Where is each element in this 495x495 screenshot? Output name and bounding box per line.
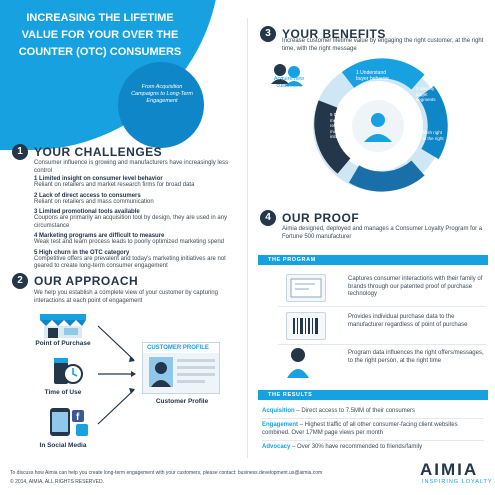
challenge-item-desc: Coupons are primarily an acquisition tool by design, they are used in any circumstance	[34, 215, 228, 229]
benefits-intro: Increase customer lifetime value by engaging the right customer, at the right time, with the right message	[282, 38, 484, 52]
program-item: Captures consumer interactions with their family of brands through our patented proof of purchase technology	[348, 276, 483, 297]
customer-profile-label: Customer Profile	[155, 398, 209, 405]
row-divider	[262, 418, 484, 419]
hero-title: INCREASING THE LIFETIME VALUE FOR YOUR OVER THE COUNTER (OTC) CONSUMERS	[18, 12, 182, 58]
challenge-item-desc: Competitive offers are prevalent and today's marketing initiatives are not geared to create long-term consumer engagement	[34, 255, 226, 269]
proof-title: OUR PROOF	[282, 211, 360, 225]
benefit-step-1: 1 Understand buyer behavior	[356, 70, 390, 82]
hero-subtitle-bubble	[118, 62, 204, 148]
section-number-challenges: 1	[12, 144, 28, 160]
challenge-item-title: Limited insight on consumer level behavior	[39, 176, 163, 182]
benefit-step-5: 5 Deploy and measure relevant marketing initiatives	[330, 112, 357, 139]
hero-subtitle: From Acquisition Campaigns to Long-Term Engagement	[131, 84, 193, 104]
results-bar: THE RESULTS	[258, 390, 488, 400]
challenge-item: 3 Limited promotional tools available Coupons are primarily an acquisition tool by design, they are used in any circumstance	[34, 209, 240, 230]
footer-copyright: © 2014, AIMIA. ALL RIGHTS RESERVED.	[10, 479, 104, 485]
proof-intro: Aimia designed, deployed and manages a Consumer Loyalty Program for a Fortune 500 manufacturer	[282, 226, 483, 240]
challenge-item-title: Lack of direct access to consumers	[39, 192, 141, 199]
section-number-benefits: 3	[260, 26, 276, 42]
challenge-item-desc: Reliant on retailers and market research firms for broad data	[34, 182, 195, 188]
challenge-item-title: Limited promotional tools available	[39, 209, 140, 215]
challenges-list	[34, 176, 240, 271]
benefits-title: YOUR BENEFITS	[282, 27, 386, 41]
flow-arrows	[96, 320, 140, 440]
point-of-purchase-label: Point of Purchase	[35, 340, 91, 347]
benefit-step-4: 4 Create direct dialogue	[378, 160, 408, 171]
footer-contact: To discuss how Aimia can help you create long-term engagement with your customers, please contact: business.development.us@aimia.com	[10, 470, 323, 476]
challenge-item-title: High churn in the OTC category	[39, 249, 130, 256]
challenge-item-desc: Reliant on retailers and mass communication	[34, 198, 154, 205]
svg-text:f: f	[76, 412, 80, 423]
social-media-icon	[46, 404, 92, 438]
acquire-label: Acquire new customers	[273, 76, 305, 89]
challenge-item-desc: Weak test and learn process leads to poorly optimized marketing spend	[34, 239, 224, 245]
challenge-item-title: Marketing programs are difficult to measure	[39, 233, 165, 239]
benefit-step-3: 3 Establish right offers at the right time	[410, 130, 444, 146]
store-icon	[38, 312, 88, 338]
challenges-intro: Consumer influence is growing and manufacturers have increasingly less control	[34, 160, 229, 174]
document-icon	[286, 274, 326, 302]
customer-profile-card-title: CUSTOMER PROFILE	[143, 343, 219, 353]
approach-title: OUR APPROACH	[34, 274, 139, 288]
profile-line	[177, 373, 215, 376]
challenges-title: YOUR CHALLENGES	[34, 145, 163, 159]
program-item: Provides individual purchase data to the manufacturer regardless of point of purchase	[348, 314, 468, 328]
profile-line	[177, 366, 215, 369]
profile-avatar	[149, 357, 173, 387]
program-item: Program data influences the right offers/messages, to the right person, at the right time	[348, 350, 484, 364]
in-social-media-label: In Social Media	[39, 442, 87, 449]
benefit-step-2: 2 Identify target segments	[416, 86, 436, 102]
person-icon	[286, 346, 310, 378]
profile-line	[177, 380, 205, 383]
pill-clock-icon	[50, 356, 84, 386]
challenge-item: 5 High churn in the OTC category Competitive offers are prevalent and today's marketing initiatives are not geared to create long-term consumer engagement	[34, 250, 240, 271]
row-divider	[278, 306, 486, 307]
result-item: Advocacy – Over 30% have recommended to friends/family	[262, 444, 423, 450]
time-of-use-label: Time of Use	[44, 389, 82, 396]
barcode-icon	[286, 312, 326, 340]
challenge-item: 2 Lack of direct access to consumers Reliant on retailers and mass communication	[34, 193, 240, 207]
result-item: Acquisition – Direct access to 7.5MM of their consumers	[262, 408, 416, 414]
section-number-approach: 2	[12, 273, 28, 289]
brand-tagline: INSPIRING LOYALTY	[422, 479, 493, 485]
profile-line	[177, 359, 215, 362]
customer-profile-card	[142, 342, 220, 394]
row-divider	[278, 344, 486, 345]
column-divider	[247, 18, 248, 458]
challenge-item: 4 Marketing programs are difficult to measure Weak test and learn process leads to poorly optimized marketing spend	[34, 233, 240, 247]
challenge-item: 1 Limited insight on consumer level behavior Reliant on retailers and market research firms for broad data	[34, 176, 240, 190]
brand-logo: AIMIA	[420, 460, 479, 479]
result-item: Engagement – Highest traffic of all other consumer-facing client websites combined. Over 17MM page views per month	[262, 422, 458, 436]
row-divider	[262, 440, 484, 441]
program-bar: THE PROGRAM	[258, 255, 488, 265]
approach-intro: We help you establish a complete view of your customer by capturing interactions at each point of engagement	[34, 290, 218, 304]
section-number-proof: 4	[260, 210, 276, 226]
